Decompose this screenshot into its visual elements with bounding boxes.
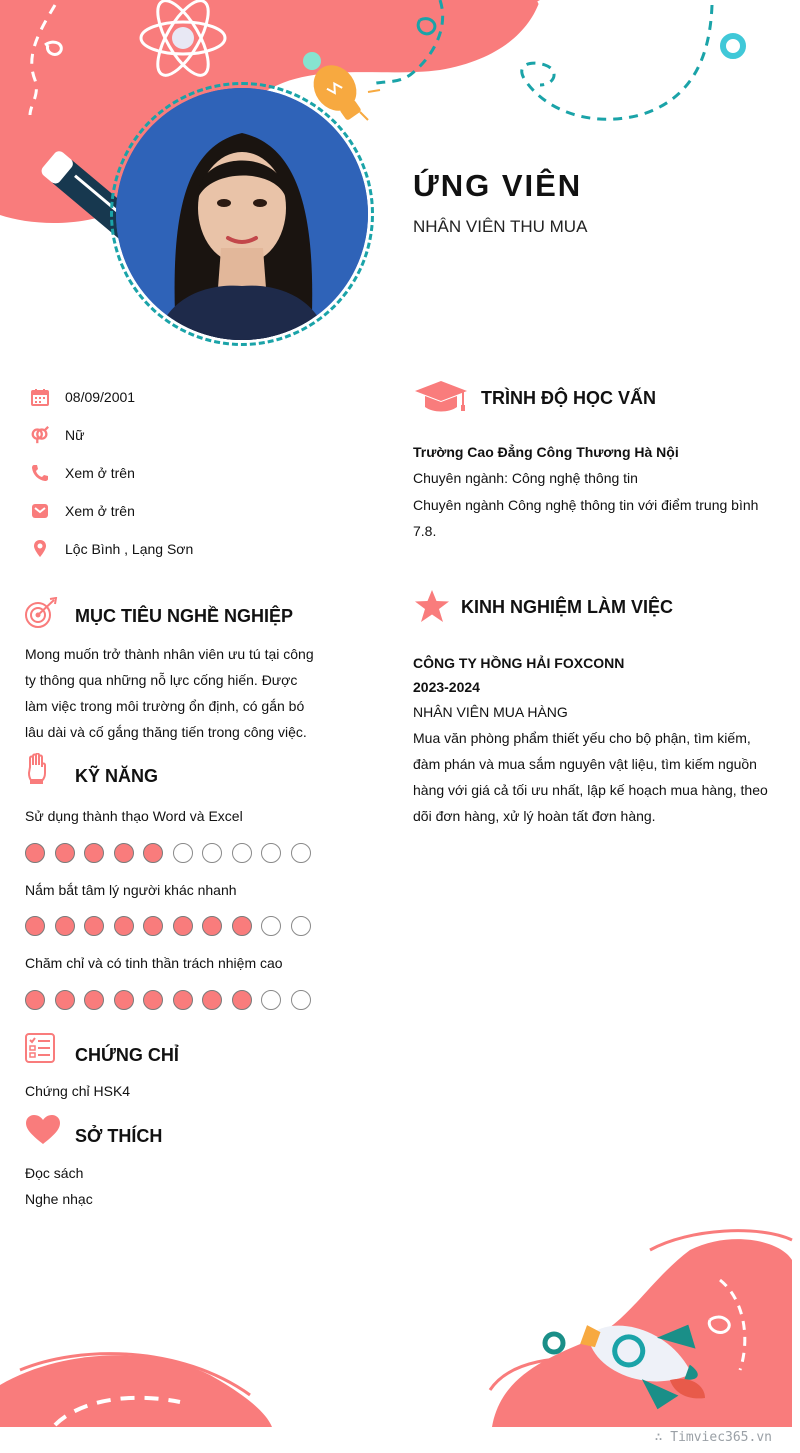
calendar-icon xyxy=(30,387,50,407)
rating-dot-filled xyxy=(25,843,45,863)
candidate-position: NHÂN VIÊN THU MUA xyxy=(413,217,588,236)
certificate-item: Chứng chỉ HSK4 xyxy=(25,1083,131,1099)
objective-line: lâu dài và cố gắng thăng tiến trong công việc. xyxy=(25,724,307,740)
rating-dot-filled xyxy=(84,990,104,1010)
rating-dot-filled xyxy=(25,990,45,1010)
dob-row xyxy=(30,385,135,409)
candidate-name: ỨNG VIÊN xyxy=(413,168,583,203)
experience-desc-line: hàng với giá cả tối ưu nhất, lập kế hoạch mua hàng, theo xyxy=(413,782,768,798)
objective-line: làm việc trong môi trường ổn định, có gắn bó xyxy=(25,698,305,714)
heart-icon xyxy=(25,1114,61,1151)
objective-line: ty thông qua những nỗ lực cống hiến. Được xyxy=(25,672,298,688)
rating-dot-filled xyxy=(173,990,193,1010)
rating-dot-filled xyxy=(232,990,252,1010)
watermark: ∴ Timviec365.vn xyxy=(654,1430,772,1445)
dob-text: 08/09/2001 xyxy=(65,389,136,405)
rating-dot-empty xyxy=(291,916,311,936)
objective-text xyxy=(25,641,317,745)
experience-desc-line: đàm phán và mua sắm nguyên vật liệu, tìm kiếm nguồn xyxy=(413,756,757,772)
gender-row xyxy=(30,423,84,447)
rating-dot-filled xyxy=(232,916,252,936)
skill-rating xyxy=(25,990,320,1010)
location-pin-icon xyxy=(30,539,50,559)
rating-dot-empty xyxy=(173,843,193,863)
rating-dot-filled xyxy=(143,916,163,936)
education-desc-line: Chuyên ngành Công nghệ thông tin với điểm trung bình xyxy=(413,497,759,513)
email-text: Xem ở trên xyxy=(65,503,135,519)
phone-text: Xem ở trên xyxy=(65,465,135,481)
skill-label: Sử dụng thành thạo Word và Excel xyxy=(25,808,243,824)
rating-dot-filled xyxy=(55,916,75,936)
experience-desc-line: dõi đơn hàng, xử lý hoàn tất đơn hàng. xyxy=(413,808,656,824)
experience-desc xyxy=(413,725,769,829)
checklist-icon xyxy=(24,1032,56,1069)
skill-label: Chăm chỉ và có tinh thần trách nhiệm cao xyxy=(25,955,283,971)
rating-dot-filled xyxy=(143,843,163,863)
hand-icon xyxy=(26,753,48,790)
star-icon xyxy=(414,589,450,628)
hobbies-title: SỞ THÍCH xyxy=(75,1126,163,1146)
rating-dot-empty xyxy=(291,990,311,1010)
experience-desc-line: Mua văn phòng phẩm thiết yếu cho bộ phận, tìm kiếm, xyxy=(413,730,751,746)
rating-dot-filled xyxy=(84,916,104,936)
address-row xyxy=(30,537,193,561)
education-title: TRÌNH ĐỘ HỌC VẤN xyxy=(481,388,656,408)
rating-dot-filled xyxy=(143,990,163,1010)
phone-row xyxy=(30,461,135,485)
experience-role: NHÂN VIÊN MUA HÀNG xyxy=(413,704,568,720)
certificates-title: CHỨNG CHỈ xyxy=(75,1045,179,1065)
skill-rating xyxy=(25,916,320,936)
phone-icon xyxy=(30,463,50,483)
experience-company: CÔNG TY HỒNG HẢI FOXCONN xyxy=(413,655,625,671)
rating-dot-empty xyxy=(202,843,222,863)
rating-dot-empty xyxy=(291,843,311,863)
education-desc-line: 7.8. xyxy=(413,523,437,539)
rating-dot-filled xyxy=(114,916,134,936)
gender-text: Nữ xyxy=(65,427,85,443)
objective-line: Mong muốn trở thành nhân viên ưu tú tại công xyxy=(25,646,314,662)
target-icon xyxy=(24,597,58,634)
skills-title: KỸ NĂNG xyxy=(75,766,159,786)
education-major: Chuyên ngành: Công nghệ thông tin xyxy=(413,470,638,486)
rating-dot-filled xyxy=(202,916,222,936)
rating-dot-filled xyxy=(173,916,193,936)
email-row xyxy=(30,499,135,523)
education-desc xyxy=(413,492,769,544)
rating-dot-filled xyxy=(55,990,75,1010)
rating-dot-filled xyxy=(202,990,222,1010)
rating-dot-empty xyxy=(232,843,252,863)
graduation-cap-icon xyxy=(413,380,469,419)
gender-icon xyxy=(30,425,50,445)
rating-dot-filled xyxy=(25,916,45,936)
experience-period: 2023-2024 xyxy=(413,679,480,695)
avatar xyxy=(116,88,368,340)
rating-dot-empty xyxy=(261,843,281,863)
objective-title: MỤC TIÊU NGHỀ NGHIỆP xyxy=(75,606,294,626)
skill-rating xyxy=(25,843,320,863)
hobby-item: Đọc sách xyxy=(25,1165,84,1181)
education-school: Trường Cao Đẳng Công Thương Hà Nội xyxy=(413,444,679,460)
experience-title: KINH NGHIỆM LÀM VIỆC xyxy=(461,597,674,617)
email-icon xyxy=(30,501,50,521)
rating-dot-empty xyxy=(261,916,281,936)
rating-dot-filled xyxy=(55,843,75,863)
rating-dot-filled xyxy=(114,843,134,863)
rating-dot-filled xyxy=(114,990,134,1010)
address-text: Lộc Bình , Lạng Sơn xyxy=(65,541,194,557)
rating-dot-filled xyxy=(84,843,104,863)
hobby-item: Nghe nhạc xyxy=(25,1191,93,1207)
rating-dot-empty xyxy=(261,990,281,1010)
skill-label: Nắm bắt tâm lý người khác nhanh xyxy=(25,882,237,898)
